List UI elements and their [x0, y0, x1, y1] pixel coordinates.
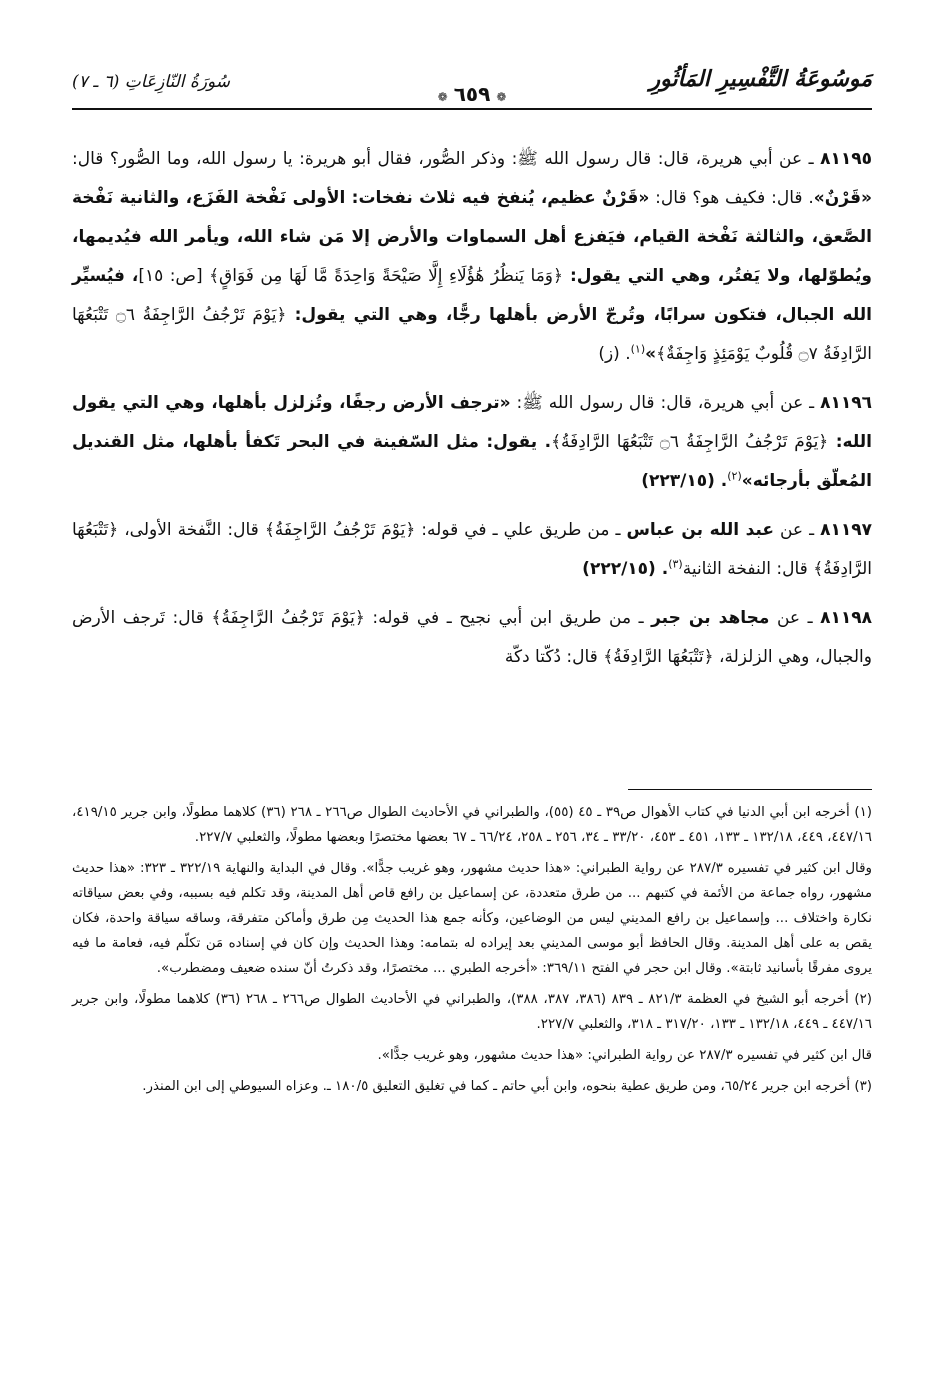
hadith-quote: «قَرْنٌ»: [813, 188, 872, 208]
narration-text: ـ عن أبي هريرة، قال: قال رسول الله ﷺ: وذكر الصُّور، فقال أبو هريرة: يا رسول الله، وما الصُّور؟ قال:: [72, 149, 821, 169]
surah-reference: سُورَةُ النّازِعَاتِ (٦ ـ ٧): [72, 72, 231, 92]
footnote-marker[interactable]: (٢): [727, 469, 742, 483]
footnote-1: (١) أخرجه ابن أبي الدنيا في كتاب الأهوال ص٣٩ ـ ٤٥ (٥٥)، والطبراني في الأحاديث الطوال ص٢٦٦ ـ ٢٦٨ (٣٦) كلاهما مطولًا، وابن جرير ٤١٩/١٥، ٤٤٧/١٦، ٤٤٩، ١٣٢/١٨ ـ ١٣٣، ٤٥١ ـ ٤٥٣، ٣٣/٢٠ ـ ٣٤، ٢٥٦ ـ ٢٥٨، ٦٦/٢٤ ـ ٦٧ بعضها مختصرًا وبعضها مطولًا، والثعلبي ٢٢٧/٧.: [72, 805, 873, 845]
ornament-icon: ❁: [496, 90, 507, 104]
footnote-marker[interactable]: (١): [630, 342, 646, 356]
narration-text: قال: النَّفخة الأولى،: [118, 520, 265, 540]
hadith-quote: »: [645, 344, 657, 364]
footnote-1-commentary: وقال ابن كثير في تفسيره ٢٨٧/٣ عن رواية الطبراني: «هذا حديث مشهور، وهو غريب جدًّا». وقال في البداية والنهاية ٣٢٢/١٩ ـ ٣٢٣: «هذا حديث مشهور، رواه جماعة من الأئمة في كتبهم ... من طرق متعددة، عن إسماعيل بن رافع قاص أهل المدينة، وقد تكلم فيه بسببه، وفي بعض سياقاته نكارة واختلاف ... وإسماعيل بن رافع المديني ليس من الوضاعين، وكأنه جمع هذا الحديث مِن طرق وأماكن متفرقة، وساقه سياقة واحدة، فكان يقص به على أهل المدينة. وقال الحافظ أبو موسى المديني بعد إيراده له بتمامه: وهذا الحديث وإن كان في إسناده مَن تكلّم فيه، فعامة ما فيه يروى مفرقًا بأسانيد ثابتة». وقال ابن حجر في الفتح ٣٦٩/١١: «أخرجه الطبري ... مختصرًا، وقد ذكرتُ أنّ سنده ضعيف ومضطرب».: [72, 861, 872, 976]
narration-text: قال: دُكّتا دكّة: [504, 647, 604, 667]
book-title: مَوسُوعَةُ التَّفْسِيرِ المَأثُورِ: [649, 66, 872, 92]
quran-verse: ﴿يَوْمَ تَرْجُفُ الرَّاجِفَةُ﴾: [264, 520, 416, 540]
volume-reference: . (٢٢٣/١٥): [641, 471, 728, 491]
footnote-2: (٢) أخرجه أبو الشيخ في العظمة ٨٢١/٣ ـ ٨٣٩ (٣٨٦، ٣٨٧، ٣٨٨)، والطبراني في الأحاديث الطوال ص٢٦٦ ـ ٢٦٨ (٣٦) كلاهما مطولًا، وابن جرير ٤٤٧/١٦ ـ ٤٤٩، ١٣٢/١٨ ـ ١٣٣، ٣١٧/٢٠ ـ ٣١٨، والثعلبي ٢٢٧/٧.: [72, 992, 873, 1032]
narration-number: ٨١١٩٨: [820, 608, 872, 628]
page-header: [72, 60, 872, 108]
volume-reference: . (٢٢٢/١٥): [582, 559, 669, 579]
narration-81195: [72, 140, 872, 374]
quran-verse: ﴿تَتْبَعُهَا الرَّادِفَةُ﴾: [72, 520, 872, 579]
verse-reference: [ص: ١٥]: [138, 266, 210, 286]
footnote-3: (٣) أخرجه ابن جرير ٦٥/٢٤، ومن طريق عطية بنحوه، وابن أبي حاتم ـ كما في تغليق التعليق ١٨٠/٥ ـ. وعزاه السيوطي إلى ابن المنذر.: [142, 1079, 872, 1094]
footnote-2-commentary: قال ابن كثير في تفسيره ٢٨٧/٣ عن رواية الطبراني: «هذا حديث مشهور، وهو غريب جدًّا».: [377, 1048, 872, 1063]
main-text: [72, 140, 872, 687]
ornament-icon: ❁: [437, 90, 448, 104]
quran-verse: ﴿تَتْبَعُهَا الرَّادِفَةُ﴾: [603, 647, 714, 667]
hadith-quote: «قَرْنٌ عظيم، يُنفخ فيه ثلاث نفخات: الأولى نَفْخة الفَزَع، والثانية نَفْخة الصَّعق، والثالثة نَفْخة القيام، فيَفزع أهل السماوات والأرض إلا مَن شاء الله، ويأمر الله فيُديمها، ويُطوّلها، ولا يَفتُر، وهي التي يقول:: [72, 188, 872, 286]
narration-text: . قال: فكيف هو؟ قال:: [649, 188, 814, 208]
hadith-quote: . يقول: مثل السّفينة في البحر تَكفأ بأهلها، مثل القنديل المُعلّق بأرجائه»: [72, 432, 872, 491]
hadith-quote: «ترجف الأرض رجفًا، وتُزلزل بأهلها، وهي التي يقول الله:: [72, 393, 872, 452]
narration-number: ٨١١٩٦: [820, 393, 872, 413]
page-number-block: [432, 82, 513, 106]
quran-verse: ﴿وَمَا يَنظُرُ هَٰؤُلَاءِ إِلَّا صَيْحَةً وَاحِدَةً مَّا لَهَا مِن فَوَاقٍ﴾: [209, 266, 563, 286]
page-number: ٦٥٩: [453, 82, 491, 106]
footnote-divider: [628, 789, 872, 790]
narration-81198: [72, 599, 872, 677]
narration-text: قال: النفخة الثانية: [682, 559, 814, 579]
narrator-name: مجاهد بن جبر: [651, 608, 770, 628]
header-divider: [72, 108, 872, 110]
narration-text: ـ عن: [769, 608, 821, 628]
narration-text: ـ عن أبي هريرة، قال: قال رسول الله ﷺ:: [510, 393, 821, 413]
narrator-name: عبد الله بن عباس: [626, 520, 774, 540]
quran-verse: ﴿يَوْمَ تَرْجُفُ الرَّاجِفَةُ ۝٦ تَتْبَعُهَا الرَّادِفَةُ﴾: [551, 432, 829, 452]
footnotes-section: [72, 800, 872, 1105]
narration-number: ٨١١٩٥: [820, 149, 872, 169]
narration-text: ـ من طريق ابن أبي نجيح ـ في قوله:: [364, 608, 652, 628]
hadith-quote: ، فيُسيِّر الله الجبال، فتكون سرابًا، وتُرجّ الأرض بأهلها رجًّا، وهي التي يقول:: [72, 266, 872, 325]
narration-81196: [72, 384, 872, 501]
narration-text: . (ز): [598, 344, 631, 364]
narration-text: قال: تَرجف الأرض والجبال، وهي الزلزلة،: [72, 608, 872, 667]
quran-verse: ﴿يَوْمَ تَرْجُفُ الرَّاجِفَةُ﴾: [211, 608, 365, 628]
narration-number: ٨١١٩٧: [820, 520, 872, 540]
footnote-marker[interactable]: (٣): [668, 557, 683, 571]
narration-81197: [72, 511, 872, 589]
quran-verse: ﴿يَوْمَ تَرْجُفُ الرَّاجِفَةُ ۝٦ تَتْبَعُهَا الرَّادِفَةُ ۝٧ قُلُوبٌ يَوْمَئِذٍ وَاجِفَةٌ﴾: [72, 305, 872, 364]
narration-text: ـ عن: [773, 520, 821, 540]
narration-text: ـ من طريق علي ـ في قوله:: [415, 520, 627, 540]
